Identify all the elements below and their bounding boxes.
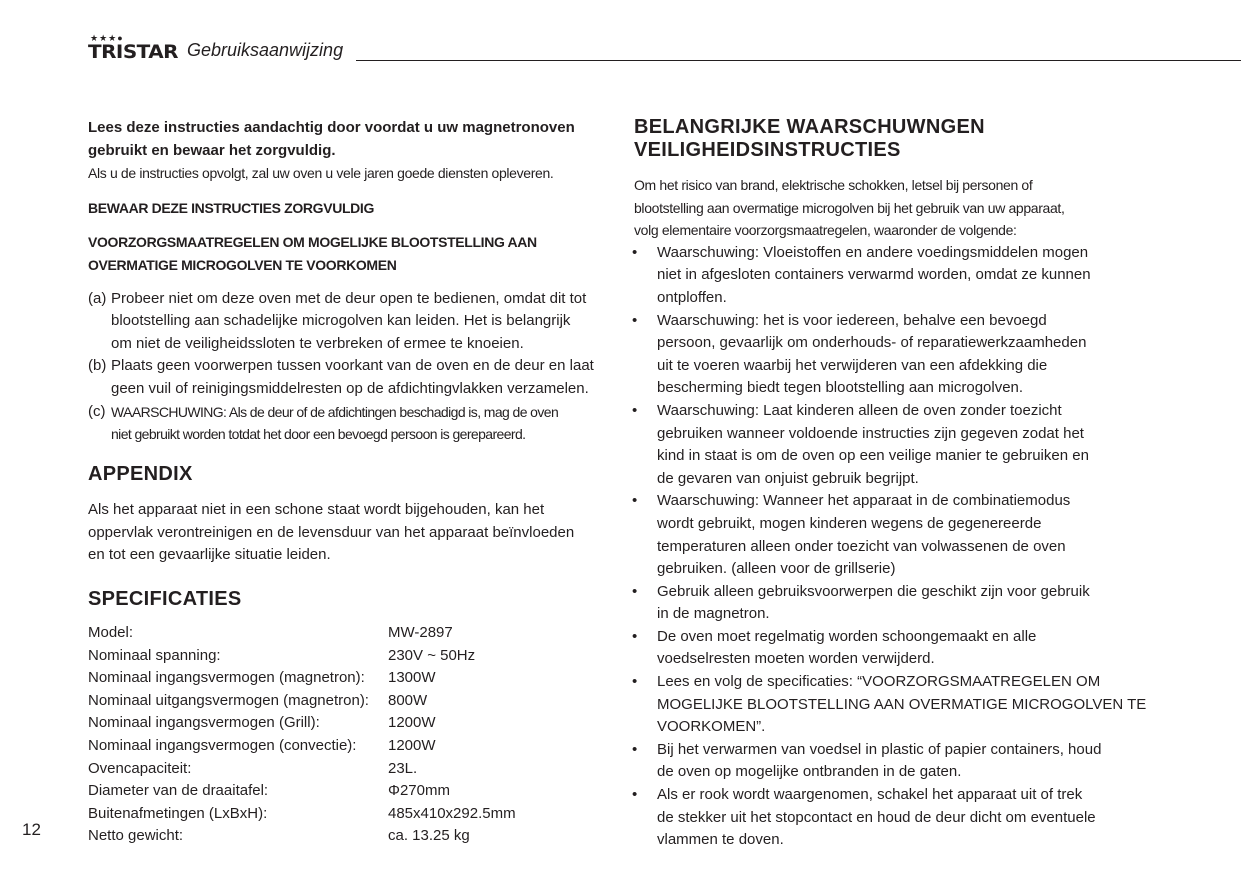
text-line: de oven op mogelijke ontbranden in de gaten.	[657, 763, 962, 781]
spec-value: Φ270mm	[388, 782, 450, 800]
appendix-text	[88, 499, 608, 567]
list-item	[634, 242, 1194, 310]
text-line: oppervlak verontreinigen en de levensduur van het apparaat beïnvloeden	[88, 523, 575, 541]
list-item	[634, 671, 1194, 739]
list-marker: •	[632, 492, 638, 510]
list-item	[634, 626, 1194, 671]
text-line: Om het risico van brand, elektrische schokken, letsel bij personen of	[634, 177, 1033, 193]
precautions-heading: OVERMATIGE MICROGOLVEN TE VOORKOMEN	[88, 256, 397, 273]
list-item	[634, 400, 1194, 490]
appendix-heading: APPENDIX	[88, 463, 193, 485]
spec-label: Nominaal ingangsvermogen (Grill):	[88, 714, 320, 732]
text-line: Probeer niet om deze oven met de deur open te bedienen, omdat dit tot	[111, 289, 587, 307]
spec-label: Nominaal ingangsvermogen (convectie):	[88, 736, 357, 754]
list-marker: •	[632, 786, 638, 804]
safety-heading: BELANGRIJKE WAARSCHUWNGEN	[634, 116, 985, 138]
spec-value: 1300W	[388, 669, 436, 687]
specs-table	[88, 622, 608, 848]
text-line: om niet de veiligheidssloten te verbreken of ermee te knoeien.	[111, 334, 524, 352]
text-line: gebruiken wanneer voldoende instructies zijn gegeven zodat het	[657, 424, 1084, 442]
list-item	[634, 490, 1194, 580]
text-line: de stekker uit het stopcontact en houd de deur dicht om eventuele	[657, 808, 1096, 826]
spec-row	[88, 690, 608, 713]
text-line: Waarschuwing: Wanneer het apparaat in de combinatiemodus	[657, 492, 1071, 510]
text-line: De oven moet regelmatig worden schoongemaakt en alle	[657, 627, 1037, 645]
spec-label: Buitenafmetingen (LxBxH):	[88, 804, 268, 822]
text-line: MOGELIJKE BLOOTSTELLING AAN OVERMATIGE MICROGOLVEN TE	[657, 695, 1147, 713]
text-line: VOORKOMEN”.	[657, 718, 766, 736]
text-line: geen vuil of reinigingsmiddelresten op de afdichtingvlakken verzamelen.	[111, 379, 589, 397]
text-line: blootstelling aan overmatige microgolven bij het gebruik van uw apparaat,	[634, 199, 1065, 216]
spec-label: Nominaal uitgangsvermogen (magnetron):	[88, 691, 369, 709]
text-line: niet gebruikt worden totdat het door een bevoegd persoon is gerepareerd.	[111, 426, 526, 443]
spec-value: 800W	[388, 691, 428, 709]
text-line: uit te voeren waarbij het verwijderen van een afdekking die	[657, 356, 1048, 374]
list-marker: •	[632, 311, 638, 329]
document-title: Gebruiksaanwijzing	[187, 40, 344, 60]
list-item	[634, 784, 1194, 852]
safety-heading: VEILIGHEIDSINSTRUCTIES	[634, 139, 901, 161]
list-item	[88, 401, 608, 446]
spec-value: 485x410x292.5mm	[388, 804, 516, 822]
spec-value: 1200W	[388, 736, 436, 754]
text-line: Waarschuwing: het is voor iedereen, behalve een bevoegd	[657, 311, 1047, 329]
precautions-heading: VOORZORGSMAATREGELEN OM MOGELIJKE BLOOTSTELLING AAN	[88, 234, 537, 251]
text-line: bescherming biedt tegen blootstelling aan microgolven.	[657, 379, 1024, 397]
text-line: niet in afgesloten containers verwarmd worden, omdat ze kunnen	[657, 266, 1091, 284]
spec-label: Model:	[88, 624, 134, 641]
text-line: wordt gebruikt, mogen kinderen wegens de gegenereerde	[657, 514, 1042, 532]
spec-value: 23L.	[388, 759, 418, 777]
text-line: Lees en volg de specificaties: “VOORZORGSMAATREGELEN OM	[657, 673, 1101, 691]
spec-label: Nominaal ingangsvermogen (magnetron):	[88, 669, 365, 687]
list-marker: •	[632, 673, 638, 691]
list-marker: (c)	[88, 402, 106, 420]
text-line: Waarschuwing: Vloeistoffen en andere voedingsmiddelen mogen	[657, 243, 1089, 261]
list-marker: •	[632, 243, 638, 261]
spec-row	[88, 735, 608, 758]
tristar-logo	[88, 33, 178, 63]
specs-section	[88, 588, 608, 848]
text-line: gebruiken. (alleen voor de grillserie)	[657, 560, 896, 578]
spec-label: Diameter van de draaitafel:	[88, 782, 269, 800]
text-line: Plaats geen voorwerpen tussen voorkant van de oven en de deur en laat	[111, 357, 594, 375]
list-marker: (b)	[88, 357, 107, 375]
spec-row	[88, 825, 608, 848]
text-line: vlammen te doven.	[657, 831, 784, 849]
text-line: persoon, gevaarlijk om onderhouds- of reparatiewerkzaamheden	[657, 334, 1087, 352]
spec-row	[88, 780, 608, 803]
list-item	[634, 581, 1194, 626]
list-marker: •	[632, 740, 638, 758]
specs-heading: SPECIFICATIES	[88, 588, 242, 610]
spec-value: MW-2897	[388, 624, 453, 641]
list-item	[88, 355, 608, 400]
header-rule	[356, 60, 1241, 61]
list-marker: •	[632, 582, 638, 600]
text-line: Als het apparaat niet in een schone staat wordt bijgehouden, kan het	[88, 501, 545, 518]
logo-wordmark: TRISTAR	[88, 41, 178, 63]
text-line: Bij het verwarmen van voedsel in plastic of papier containers, houd	[657, 740, 1102, 758]
text-line: voedselresten moeten worden verwijderd.	[657, 650, 935, 668]
spec-row	[88, 803, 608, 826]
left-column	[88, 117, 608, 446]
list-marker: •	[632, 627, 638, 645]
right-column	[634, 116, 1194, 852]
page-number: 12	[22, 820, 41, 839]
text-line: blootstelling aan schadelijke microgolven kan leiden. Het is belangrijk	[111, 312, 571, 330]
text-line: kind in staat is om de oven op een veilige manier te gebruiken en	[657, 447, 1089, 465]
spec-row	[88, 667, 608, 690]
list-marker: •	[632, 401, 638, 419]
text-line: en tot een gevaarlijke situatie leiden.	[88, 546, 331, 564]
safety-intro	[634, 174, 1194, 242]
intro-text: Als u de instructies opvolgt, zal uw oven u vele jaren goede diensten opleveren.	[88, 165, 554, 182]
list-item	[634, 739, 1194, 784]
spec-value: 230V ~ 50Hz	[388, 646, 476, 664]
spec-row	[88, 645, 608, 668]
text-line: Waarschuwing: Laat kinderen alleen de oven zonder toezicht	[657, 401, 1062, 419]
spec-label: Ovencapaciteit:	[88, 759, 192, 777]
keep-heading: BEWAAR DEZE INSTRUCTIES ZORGVULDIG	[88, 199, 374, 216]
spec-row	[88, 622, 608, 645]
list-marker: (a)	[88, 289, 107, 307]
spec-value: 1200W	[388, 714, 436, 732]
spec-label: Nominaal spanning:	[88, 646, 221, 664]
list-item	[634, 310, 1194, 400]
spec-label: Netto gewicht:	[88, 827, 184, 845]
safety-bullets	[634, 242, 1194, 852]
text-line: temperaturen alleen onder toezicht van volwassenen de oven	[657, 537, 1066, 555]
text-line: de gevaren van onjuist gebruik begrijpt.	[657, 469, 919, 487]
spec-row	[88, 758, 608, 781]
text-line: in de magnetron.	[657, 605, 770, 623]
text-line: Gebruik alleen gebruiksvoorwerpen die geschikt zijn voor gebruik	[657, 582, 1090, 600]
spec-value: ca. 13.25 kg	[388, 827, 470, 845]
text-line: ontploffen.	[657, 288, 727, 306]
intro-bold-line: gebruikt en bewaar het zorgvuldig.	[88, 141, 336, 159]
appendix-section	[88, 463, 608, 567]
intro-bold-line: Lees deze instructies aandachtig door voordat u uw magnetronoven	[88, 119, 575, 136]
text-line: WAARSCHUWING: Als de deur of de afdichtingen beschadigd is, mag de oven	[111, 403, 559, 420]
precautions-list	[88, 288, 608, 446]
logo-stars: ★★★●	[90, 33, 124, 43]
text-line: Als er rook wordt waargenomen, schakel het apparaat uit of trek	[657, 786, 1083, 804]
list-item	[88, 288, 608, 356]
spec-row	[88, 712, 608, 735]
text-line: volg elementaire voorzorgsmaatregelen, waaronder de volgende:	[634, 222, 1017, 239]
